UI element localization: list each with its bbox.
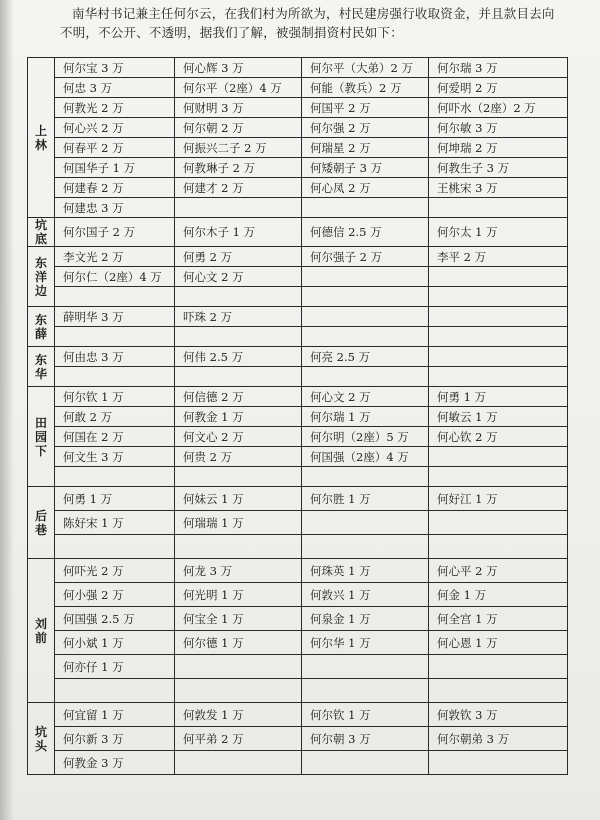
donor-cell xyxy=(55,679,175,703)
village-name-char: 田 xyxy=(34,415,47,430)
table-row xyxy=(28,218,568,247)
table-row xyxy=(28,467,568,487)
table-row xyxy=(28,751,568,775)
village-name-char: 坑 xyxy=(34,724,47,739)
table-row xyxy=(28,267,568,287)
donor-cell: 何德信 2.5 万 xyxy=(302,218,429,247)
table-row xyxy=(28,535,568,559)
table-row xyxy=(28,347,568,367)
table-row xyxy=(28,655,568,679)
donor-cell: 何敢 2 万 xyxy=(55,407,175,427)
donor-cell: 何信德 2 万 xyxy=(175,387,302,407)
donor-cell: 何泉金 1 万 xyxy=(302,607,429,631)
donor-cell: 何尔胜 1 万 xyxy=(302,487,429,511)
donor-cell: 何伟 2.5 万 xyxy=(175,347,302,367)
donor-cell: 何金 1 万 xyxy=(429,583,568,607)
table-row xyxy=(28,158,568,178)
table-row xyxy=(28,287,568,307)
donor-cell: 何亮 2.5 万 xyxy=(302,347,429,367)
table-row xyxy=(28,138,568,158)
table-row xyxy=(28,178,568,198)
donor-cell: 何勇 1 万 xyxy=(429,387,568,407)
donor-cell: 何财明 3 万 xyxy=(175,98,302,118)
table-row xyxy=(28,427,568,447)
donor-cell xyxy=(302,655,429,679)
table-row xyxy=(28,247,568,267)
donor-cell xyxy=(429,679,568,703)
donor-cell: 何爱明 2 万 xyxy=(429,78,568,98)
village-name-char: 林 xyxy=(34,137,47,152)
village-name-char: 上 xyxy=(34,123,47,138)
donor-cell: 何尔德 1 万 xyxy=(175,631,302,655)
donor-cell xyxy=(175,679,302,703)
donor-cell xyxy=(175,367,302,387)
donor-cell: 何建忠 3 万 xyxy=(55,198,175,218)
donor-cell: 何尔宝 3 万 xyxy=(55,58,175,78)
donor-cell: 何好江 1 万 xyxy=(429,487,568,511)
village-name-cell xyxy=(28,218,55,247)
donor-cell: 何瑞瑞 1 万 xyxy=(175,511,302,535)
donor-cell: 何文生 3 万 xyxy=(55,447,175,467)
donor-cell: 何国强 2.5 万 xyxy=(55,607,175,631)
table-row xyxy=(28,559,568,583)
donor-cell: 何尔瑞 1 万 xyxy=(302,407,429,427)
table-row xyxy=(28,407,568,427)
donor-cell: 何矮朝子 3 万 xyxy=(302,158,429,178)
donor-cell: 李平 2 万 xyxy=(429,247,568,267)
donor-cell: 何能（教兵）2 万 xyxy=(302,78,429,98)
table-row xyxy=(28,367,568,387)
table-row xyxy=(28,511,568,535)
village-name-char: 薛 xyxy=(34,326,47,341)
donor-cell: 何珠英 1 万 xyxy=(302,559,429,583)
donor-cell: 何心文 2 万 xyxy=(302,387,429,407)
village-name-char: 前 xyxy=(34,630,47,645)
donor-cell: 何尔木子 1 万 xyxy=(175,218,302,247)
table-row xyxy=(28,679,568,703)
village-name-char: 东 xyxy=(34,352,47,367)
donor-cell: 何教金 3 万 xyxy=(55,751,175,775)
donor-cell: 何光明 1 万 xyxy=(175,583,302,607)
donor-cell xyxy=(429,267,568,287)
donor-cell: 何吓光 2 万 xyxy=(55,559,175,583)
village-name-cell xyxy=(28,487,55,559)
table-row xyxy=(28,118,568,138)
donor-cell: 何尔强 2 万 xyxy=(302,118,429,138)
village-name-cell xyxy=(28,703,55,775)
donor-cell: 何国平 2 万 xyxy=(302,98,429,118)
donor-cell: 何尔敏 3 万 xyxy=(429,118,568,138)
donor-cell: 何尔强子 2 万 xyxy=(302,247,429,267)
donor-cell: 何尔平（大弟）2 万 xyxy=(302,58,429,78)
donor-cell xyxy=(429,347,568,367)
donor-cell xyxy=(429,327,568,347)
intro-paragraph xyxy=(60,4,592,42)
table-row xyxy=(28,78,568,98)
village-name-char: 坑 xyxy=(34,218,47,232)
village-name-char: 下 xyxy=(34,443,47,458)
table-row xyxy=(28,583,568,607)
donor-cell xyxy=(429,287,568,307)
donor-cell: 何尔朝 2 万 xyxy=(175,118,302,138)
donor-cell xyxy=(429,655,568,679)
donor-cell: 何教金 1 万 xyxy=(175,407,302,427)
village-name-cell xyxy=(28,347,55,387)
table-row xyxy=(28,387,568,407)
donor-cell xyxy=(55,327,175,347)
table-row xyxy=(28,703,568,727)
donor-cell xyxy=(429,467,568,487)
donor-cell: 何心平 2 万 xyxy=(429,559,568,583)
donor-cell xyxy=(302,287,429,307)
village-name-char: 园 xyxy=(34,429,47,444)
donor-cell xyxy=(175,198,302,218)
intro-line-2: 不明，不公开、不透明，据我们了解，被强制捐资村民如下： xyxy=(60,25,403,40)
village-name-cell xyxy=(28,58,55,218)
donor-cell: 何敦兴 1 万 xyxy=(302,583,429,607)
donor-cell: 何忠 3 万 xyxy=(55,78,175,98)
donor-cell xyxy=(429,535,568,559)
donor-cell xyxy=(55,367,175,387)
donor-cell xyxy=(55,467,175,487)
donor-cell: 何振兴二子 2 万 xyxy=(175,138,302,158)
donor-cell: 何尔明（2座）5 万 xyxy=(302,427,429,447)
table-row xyxy=(28,327,568,347)
donor-cell: 何敦钦 3 万 xyxy=(429,703,568,727)
donor-cell: 何尔钦 1 万 xyxy=(302,703,429,727)
donor-cell: 何由忠 3 万 xyxy=(55,347,175,367)
donor-cell: 何吓水（2座）2 万 xyxy=(429,98,568,118)
village-name-char: 底 xyxy=(34,232,47,246)
donor-cell xyxy=(429,511,568,535)
donor-cell xyxy=(55,287,175,307)
donor-cell: 何建春 2 万 xyxy=(55,178,175,198)
village-name-char: 华 xyxy=(34,366,47,381)
donor-cell xyxy=(55,535,175,559)
donor-cell: 何全宫 1 万 xyxy=(429,607,568,631)
donor-cell xyxy=(302,535,429,559)
donor-cell: 何心兴 2 万 xyxy=(55,118,175,138)
donor-cell: 何妹云 1 万 xyxy=(175,487,302,511)
donor-cell: 何教光 2 万 xyxy=(55,98,175,118)
village-name-char: 后 xyxy=(34,508,47,523)
donor-cell: 何宝全 1 万 xyxy=(175,607,302,631)
donor-cell xyxy=(429,751,568,775)
table-row xyxy=(28,307,568,327)
table-row xyxy=(28,98,568,118)
donor-cell: 何宜留 1 万 xyxy=(55,703,175,727)
donor-cell xyxy=(175,535,302,559)
donor-cell xyxy=(175,327,302,347)
donor-cell xyxy=(175,287,302,307)
donor-cell: 何心凤 2 万 xyxy=(302,178,429,198)
donor-cell xyxy=(429,447,568,467)
donor-cell: 何尔太 1 万 xyxy=(429,218,568,247)
table-row xyxy=(28,487,568,511)
donor-cell xyxy=(302,198,429,218)
donor-cell: 何国在 2 万 xyxy=(55,427,175,447)
donor-cell xyxy=(429,198,568,218)
donor-cell: 何建才 2 万 xyxy=(175,178,302,198)
donor-cell xyxy=(302,307,429,327)
donor-cell xyxy=(302,511,429,535)
donor-cell: 何尔新 3 万 xyxy=(55,727,175,751)
donor-cell xyxy=(429,307,568,327)
village-name-char: 头 xyxy=(34,738,47,753)
table-row xyxy=(28,58,568,78)
donor-cell: 何尔国子 2 万 xyxy=(55,218,175,247)
donor-table xyxy=(27,57,568,775)
village-name-cell xyxy=(28,387,55,487)
donor-cell: 何坤瑞 2 万 xyxy=(429,138,568,158)
donor-cell: 何亦仔 1 万 xyxy=(55,655,175,679)
donor-cell: 陈好宋 1 万 xyxy=(55,511,175,535)
donor-cell: 何敦发 1 万 xyxy=(175,703,302,727)
village-name-char: 边 xyxy=(34,283,47,298)
village-name-char: 东 xyxy=(34,312,47,327)
donor-cell: 何心恩 1 万 xyxy=(429,631,568,655)
donor-cell: 何教生子 3 万 xyxy=(429,158,568,178)
donor-cell xyxy=(175,751,302,775)
donor-cell: 何尔华 1 万 xyxy=(302,631,429,655)
donor-cell: 何心辉 3 万 xyxy=(175,58,302,78)
donor-cell: 何龙 3 万 xyxy=(175,559,302,583)
donor-cell: 何勇 1 万 xyxy=(55,487,175,511)
donor-cell: 何尔朝弟 3 万 xyxy=(429,727,568,751)
donor-cell: 何国华子 1 万 xyxy=(55,158,175,178)
table-row xyxy=(28,631,568,655)
donor-cell: 何勇 2 万 xyxy=(175,247,302,267)
donor-cell: 何春平 2 万 xyxy=(55,138,175,158)
donor-cell: 何尔瑞 3 万 xyxy=(429,58,568,78)
donor-cell: 薛明华 3 万 xyxy=(55,307,175,327)
donor-cell: 何国强（2座）4 万 xyxy=(302,447,429,467)
table-row xyxy=(28,198,568,218)
village-name-char: 东 xyxy=(34,255,47,270)
intro-line-1: 南华村书记兼主任何尔云，在我们村为所欲为，村民建房强行收取资金，并且款目去向 xyxy=(72,6,555,21)
village-name-char: 巷 xyxy=(34,522,47,537)
donor-cell: 何瑞星 2 万 xyxy=(302,138,429,158)
donor-cell: 王桃宋 3 万 xyxy=(429,178,568,198)
table-row xyxy=(28,727,568,751)
donor-cell: 何贵 2 万 xyxy=(175,447,302,467)
donor-cell xyxy=(302,467,429,487)
donor-cell: 何小斌 1 万 xyxy=(55,631,175,655)
donor-cell: 何心钦 2 万 xyxy=(429,427,568,447)
donor-cell: 何教琳子 2 万 xyxy=(175,158,302,178)
donor-cell: 何尔仁（2座）4 万 xyxy=(55,267,175,287)
donor-cell: 何尔平（2座）4 万 xyxy=(175,78,302,98)
page-shadow xyxy=(0,0,14,820)
donor-cell xyxy=(302,327,429,347)
village-name-char: 洋 xyxy=(34,269,47,284)
donor-cell xyxy=(302,679,429,703)
village-name-cell xyxy=(28,247,55,307)
village-name-cell xyxy=(28,307,55,347)
donor-cell xyxy=(429,367,568,387)
donor-cell: 何心文 2 万 xyxy=(175,267,302,287)
donor-cell: 吓珠 2 万 xyxy=(175,307,302,327)
table-row xyxy=(28,447,568,467)
village-name-cell xyxy=(28,559,55,703)
donor-cell xyxy=(302,267,429,287)
donor-cell: 何尔朝 3 万 xyxy=(302,727,429,751)
donor-cell: 何文心 2 万 xyxy=(175,427,302,447)
donor-cell: 何敏云 1 万 xyxy=(429,407,568,427)
donor-cell: 何尔钦 1 万 xyxy=(55,387,175,407)
table-row xyxy=(28,607,568,631)
donor-cell: 何平弟 2 万 xyxy=(175,727,302,751)
village-name-char: 刘 xyxy=(34,616,47,631)
donor-cell: 李文光 2 万 xyxy=(55,247,175,267)
donor-cell xyxy=(302,367,429,387)
donor-cell xyxy=(175,467,302,487)
donor-cell: 何小强 2 万 xyxy=(55,583,175,607)
donor-cell xyxy=(302,751,429,775)
donor-cell xyxy=(175,655,302,679)
